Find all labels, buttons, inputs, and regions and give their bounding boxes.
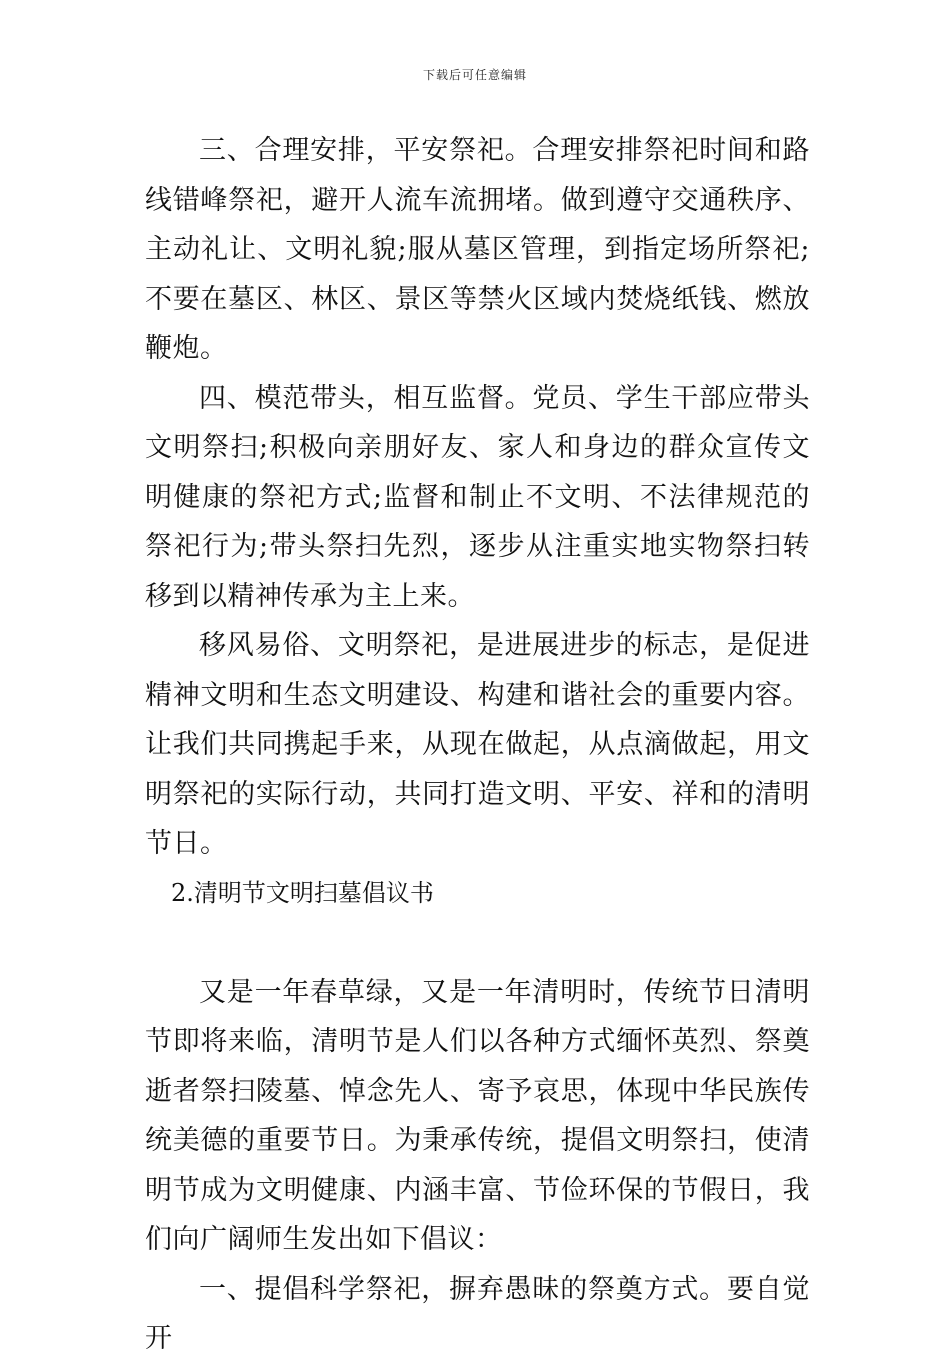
document-body: [145, 126, 810, 1364]
paragraph-item-1: 一、提倡科学祭祀，摒弃愚昧的祭奠方式。要自觉开: [145, 1273, 810, 1354]
paragraph-intro: 又是一年春草绿，又是一年清明时，传统节日清明节即将来临，清明节是人们以各种方式缅怀英烈、祭奠逝者祭扫陵墓、悼念先人、寄予哀思，体现中华民族传统美德的重要节日。为秉承传统，提倡文明祭扫，使清明节成为文明健康、内涵丰富、节俭环保的节假日，我们向广阔师生发出如下倡议：: [145, 976, 810, 1255]
paragraph-item-4: 四、模范带头，相互监督。党员、学生干部应带头文明祭扫;积极向亲朋好友、家人和身边的群众宣传文明健康的祭祀方式;监督和制止不文明、不法律规范的祭祀行为;带头祭扫先烈，逐步从注重实地实物祭扫转移到以精神传承为主上来。: [145, 382, 810, 612]
blank-line: [145, 918, 810, 968]
section-heading: 2.清明节文明扫墓倡议书: [171, 878, 434, 907]
header-note: 下载后可任意编辑: [422, 68, 527, 82]
paragraph-item-3: 三、合理安排，平安祭祀。合理安排祭祀时间和路线错峰祭祀，避开人流车流拥堵。做到遵守交通秩序、主动礼让、文明礼貌;服从墓区管理，到指定场所祭祀;不要在墓区、林区、景区等禁火区域内焚烧纸钱、燃放鞭炮。: [145, 135, 810, 364]
paragraph-closing: 移风易俗、文明祭祀，是进展进步的标志，是促进精神文明和生态文明建设、构建和谐社会的重要内容。让我们共同携起手来，从现在做起，从点滴做起，用文明祭祀的实际行动，共同打造文明、平安、祥和的清明节日。: [145, 630, 810, 859]
